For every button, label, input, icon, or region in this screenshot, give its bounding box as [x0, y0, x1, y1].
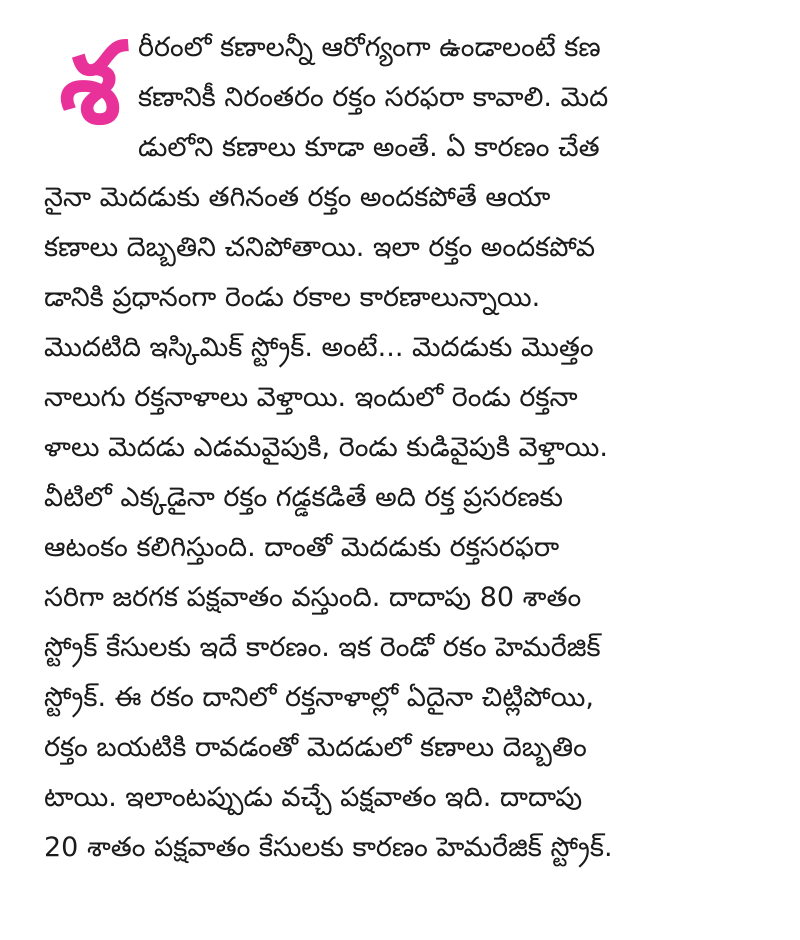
article-line: కణాలు దెబ్బతిని చనిపోతాయి. ఇలా రక్తం అందకపోవ — [44, 232, 596, 263]
article-line: మొదటిది ఇస్కిమిక్ స్ట్రోక్. అంటే... మెదడుకు మొత్తం — [44, 332, 594, 363]
article-line: కణానికీ నిరంతరం రక్తం సరఫరా కావాలి. మెద — [138, 82, 609, 113]
article-line: సరిగా జరగక పక్షవాతం వస్తుంది. దాదాపు 80 శాతం — [44, 582, 582, 613]
article-line: నైనా మెదడుకు తగినంత రక్తం అందకపోతే ఆయా — [44, 182, 551, 213]
article-line: ళాలు మెదడు ఎడమవైపుకి, రెండు కుడివైపుకి వెళ్తాయి. — [44, 432, 608, 463]
article-line: డులోని కణాలు కూడా అంతే. ఏ కారణం చేత — [138, 132, 600, 163]
article-line: డానికి ప్రధానంగా రెండు రకాల కారణాలున్నాయి. — [44, 282, 541, 313]
article-line: ఆటంకం కలిగిస్తుంది. దాంతో మెదడుకు రక్తసరఫరా — [44, 532, 560, 563]
drop-cap-letter: శ — [59, 28, 121, 146]
article-line: స్ట్రోక్. ఈ రకం దానిలో రక్తనాళాల్లో ఏదైనా చిట్లిపోయి, — [44, 682, 594, 713]
article-line: వీటిలో ఎక్కడైనా రక్తం గడ్డకడితే అది రక్త ప్రసరణకు — [44, 482, 563, 513]
article-line: రక్తం బయటికి రావడంతో మెదడులో కణాలు దెబ్బతిం — [44, 732, 587, 763]
article-line: నాలుగు రక్తనాళాలు వెళ్తాయి. ఇందులో రెండు రక్తనా — [44, 382, 578, 413]
article-line: రీరంలో కణాలన్నీ ఆరోగ్యంగా ఉండాలంటే కణ — [138, 32, 601, 63]
article-line: 20 శాతం పక్షవాతం కేసులకు కారణం హెమరేజిక్ స్ట్రోక్. — [44, 832, 613, 863]
article-line: టాయి. ఇలాంటప్పుడు వచ్చే పక్షవాతం ఇది. దాదాపు — [44, 782, 583, 813]
article-body — [44, 28, 764, 908]
article-line: స్ట్రోక్ కేసులకు ఇదే కారణం. ఇక రెండో రకం హెమరేజిక్ — [44, 632, 601, 663]
